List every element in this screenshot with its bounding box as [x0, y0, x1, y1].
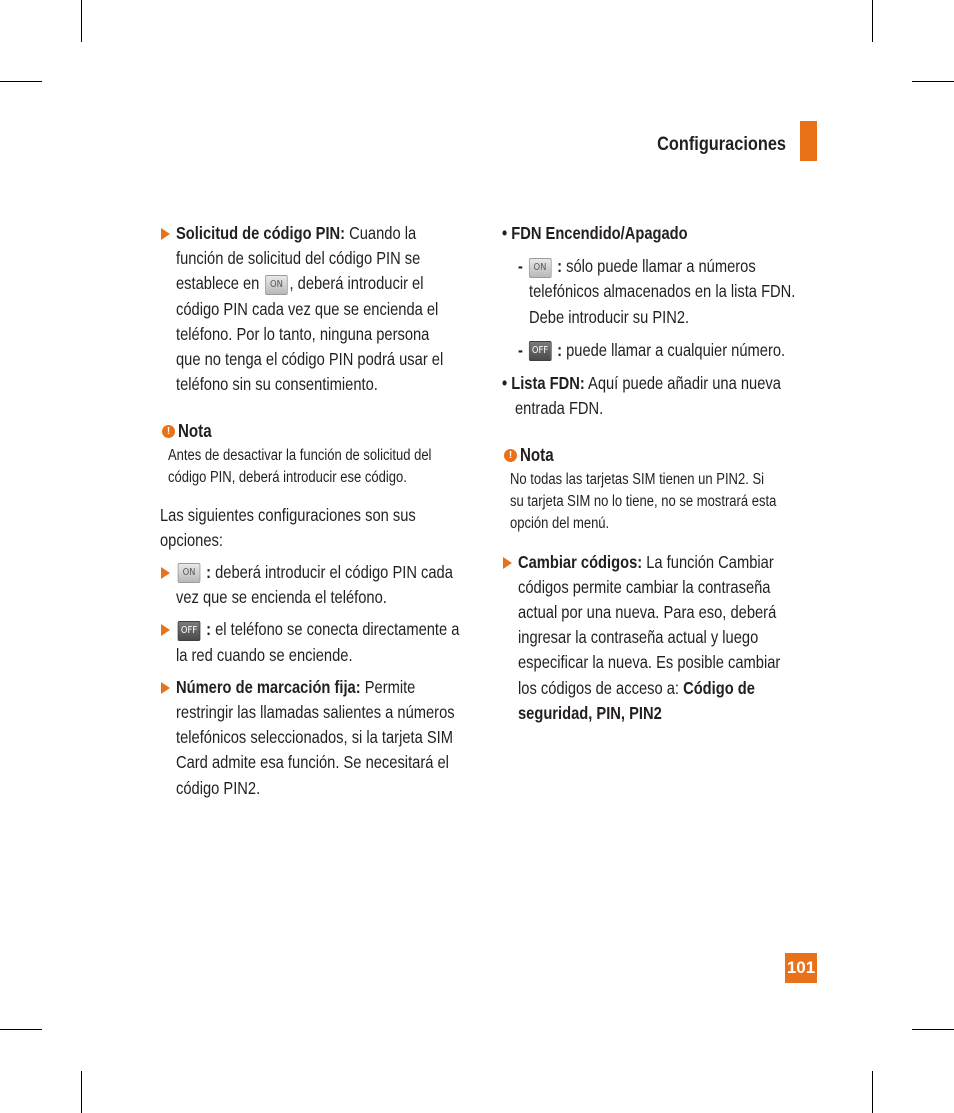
left-column	[160, 221, 490, 801]
off-toggle-icon: OFF	[178, 621, 201, 641]
right-column	[502, 221, 822, 726]
crop-mark	[0, 81, 42, 82]
warning-icon: !	[162, 425, 175, 438]
bullet-triangle-icon	[161, 228, 170, 240]
section-accent-bar	[800, 121, 817, 161]
crop-mark	[0, 1029, 42, 1030]
on-toggle-icon: ON	[265, 275, 288, 295]
on-option-item: ON : deberá introducir el código PIN cada vez que se encienda el teléfono.	[160, 560, 490, 610]
note-block: ! Nota Antes de desactivar la función de solicitud del código PIN, deberá introducir ese código.	[160, 419, 490, 488]
pin-request-label: Solicitud de código PIN:	[176, 223, 346, 243]
pin-request-item: Solicitud de código PIN: Cuando la función de solicitud del código PIN se establece en ON , deberá introducir el código PIN cada vez que se encienda el teléfono. Por lo tanto, ninguna persona que no tenga el código PIN podrá usar el teléfono sin su consentimiento.	[160, 221, 490, 397]
change-codes-label: Cambiar códigos:	[518, 551, 643, 572]
crop-mark	[912, 1029, 954, 1030]
fdn-list-label: • Lista FDN:	[502, 373, 585, 394]
page-number: 101	[785, 953, 817, 983]
warning-icon: !	[504, 449, 517, 462]
off-toggle-icon: OFF	[529, 341, 552, 361]
bullet-triangle-icon	[161, 567, 170, 579]
off-option-item: OFF : el teléfono se conecta directamente a la red cuando se enciende.	[160, 617, 490, 667]
crop-mark	[912, 81, 954, 82]
crop-mark	[872, 1071, 873, 1113]
bullet-triangle-icon	[161, 682, 170, 694]
on-toggle-icon: ON	[529, 258, 552, 278]
section-title: Configuraciones	[657, 134, 786, 155]
note-title: Nota	[178, 421, 212, 442]
fdn-on-item: - ON : sólo puede llamar a números telefónicos almacenados en la lista FDN. Debe introducir su PIN2.	[518, 256, 796, 327]
fdn-off-item: - OFF : puede llamar a cualquier número.	[518, 339, 786, 360]
crop-mark	[81, 0, 82, 42]
on-toggle-icon: ON	[178, 563, 201, 583]
note-title: Nota	[520, 445, 554, 466]
fdn-list-item: • Lista FDN: Aquí puede añadir una nueva entrada FDN.	[502, 373, 781, 419]
crop-mark	[81, 1071, 82, 1113]
change-codes-item: Cambiar códigos: La función Cambiar códigos permite cambiar la contraseña actual por una nueva. Para eso, deberá ingresar la contraseña actual y luego especificar la nueva. Es posible cambiar los códigos de acceso a: Código de seguridad, PIN, PIN2	[502, 550, 822, 726]
fixed-dial-item: Número de marcación fija: Permite restringir las llamadas salientes a números telefónicos seleccionados, si la tarjeta SIM Card admite esa función. Se necesitará el código PIN2.	[160, 675, 490, 801]
fdn-toggle-label: • FDN Encendido/Apagado	[502, 223, 688, 243]
crop-mark	[872, 0, 873, 42]
options-intro: Las siguientes configuraciones son sus opciones:	[160, 504, 416, 550]
fixed-dial-label: Número de marcación fija:	[176, 676, 361, 697]
bullet-triangle-icon	[503, 557, 512, 569]
note-block: ! Nota No todas las tarjetas SIM tienen un PIN2. Si su tarjeta SIM no lo tiene, no se mostrará esta opción del menú.	[502, 443, 822, 534]
bullet-triangle-icon	[161, 624, 170, 636]
